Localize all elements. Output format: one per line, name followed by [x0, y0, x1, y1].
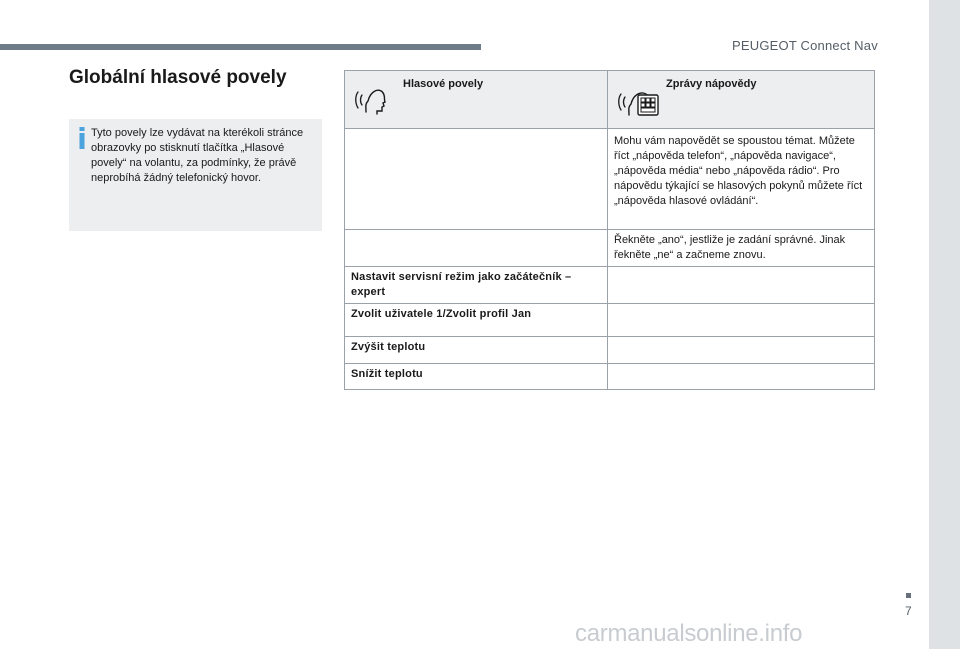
- help-cell: Řekněte „ano“, jestliže je zadání správné. Jinak řekněte „ne“ a začneme znovu.: [608, 230, 875, 267]
- section-title: Globální hlasové povely: [69, 67, 287, 88]
- table-row: [345, 337, 875, 364]
- command-cell: [345, 230, 608, 267]
- help-cell: [608, 337, 875, 364]
- info-text: Tyto povely lze vydávat na kterékoli stránce obrazovky po stisknutí tlačítka „Hlasové povely“ na volantu, za podmínky, že právě neprobíhá žádný telefonický hovor.: [91, 127, 304, 184]
- table-row: [345, 304, 875, 337]
- page-number: 7: [905, 604, 912, 618]
- speaking-head-screen-icon: [616, 85, 660, 117]
- page-marker: [906, 593, 911, 598]
- info-box: [69, 119, 322, 231]
- header-help-messages: [608, 71, 875, 129]
- header-help-messages-label: Zprávy nápovědy: [666, 78, 757, 90]
- header-brand: PEUGEOT Connect Nav: [732, 38, 878, 53]
- help-cell: [608, 364, 875, 390]
- info-icon: [79, 127, 86, 149]
- header-accent-bar: [0, 44, 481, 50]
- header-voice-commands-label: Hlasové povely: [403, 78, 484, 90]
- command-cell: Zvolit uživatele 1/Zvolit profil Jan: [345, 304, 608, 337]
- speaking-head-icon: [353, 85, 387, 115]
- command-cell: Nastavit servisní režim jako začátečník – expert: [345, 267, 608, 304]
- table-row: [345, 129, 875, 230]
- help-cell: [608, 304, 875, 337]
- side-strip: [929, 0, 960, 649]
- table-row: [345, 267, 875, 304]
- table-row: [345, 230, 875, 267]
- table-row: [345, 364, 875, 390]
- command-cell: [345, 129, 608, 230]
- command-cell: Snížit teplotu: [345, 364, 608, 390]
- help-cell: [608, 267, 875, 304]
- watermark: carmanualsonline.info: [575, 620, 803, 647]
- voice-commands-table: [344, 70, 875, 390]
- table-header-row: [345, 71, 875, 129]
- command-cell: Zvýšit teplotu: [345, 337, 608, 364]
- help-cell: Mohu vám napovědět se spoustou témat. Můžete říct „nápověda telefon“, „nápověda navigace“, „nápověda média“ nebo „nápověda rádio“. Pro nápovědu týkající se hlasových pokynů můžete říct „nápověda hlasové ovládání“.: [608, 129, 875, 230]
- header-voice-commands: [345, 71, 608, 129]
